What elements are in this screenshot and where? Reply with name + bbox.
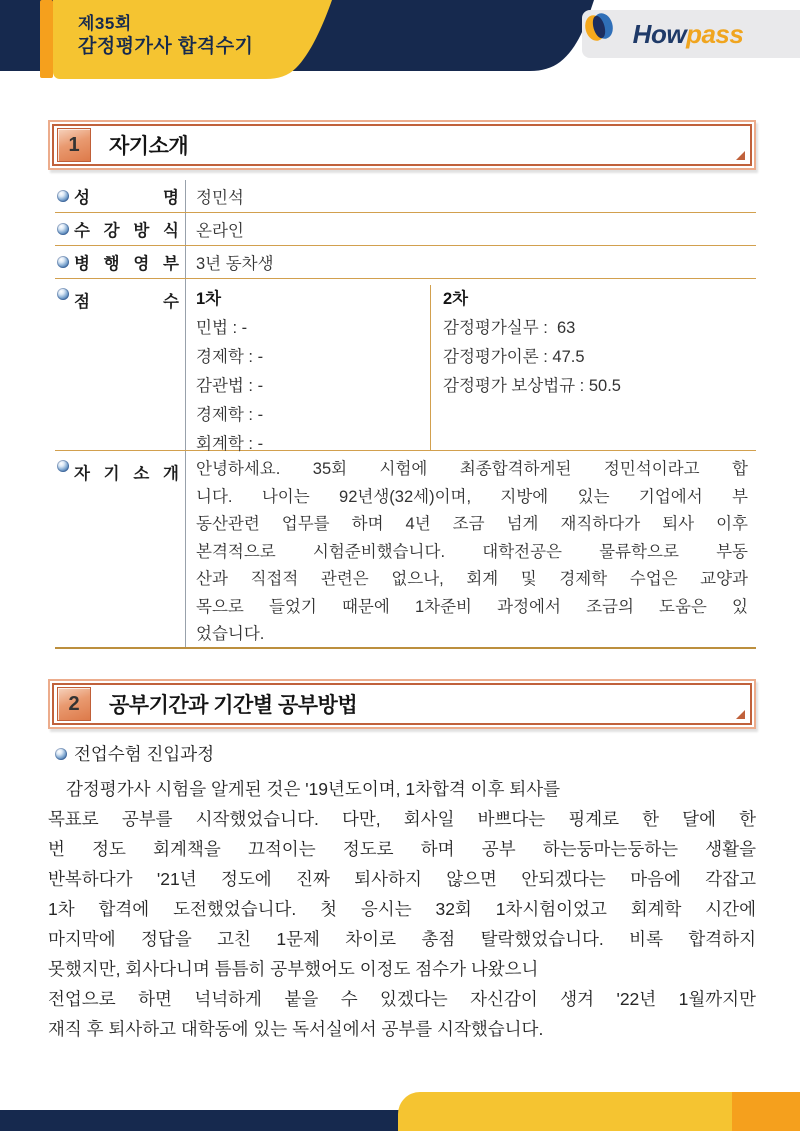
footer-navy-bar — [0, 1110, 410, 1131]
section2-title: 공부기간과 기간별 공부방법 — [109, 694, 358, 717]
score-round1-heading: 1차 — [196, 290, 222, 308]
table-row-method — [55, 213, 756, 246]
score-round1-column — [186, 285, 431, 453]
table-row-status — [55, 246, 756, 279]
section2-header-box — [48, 679, 756, 729]
intro-paragraph — [185, 451, 756, 647]
section1-number-badge: 1 — [57, 128, 91, 162]
howpass-logo-icon — [582, 10, 616, 44]
sphere-bullet-icon — [57, 190, 69, 202]
logo-word-how: How — [632, 18, 687, 49]
intro-paragraph-line: 었습니다. — [196, 625, 265, 643]
score-line: 감관법 : - — [196, 377, 264, 395]
header — [0, 0, 800, 86]
page-title-line2: 감정평가사 합격수기 — [78, 36, 254, 57]
row-label: 자 기 소 개 — [74, 465, 179, 483]
score-line: 경제학 : - — [196, 348, 264, 366]
intro-paragraph-line: 안녕하세요. 35회 시험에 최종합격하게된 정민석이라고 합 — [196, 460, 748, 478]
section2-paragraph-line: 반복하다가 '21년 정도에 진짜 퇴사하지 않으면 안되겠다는 마음에 각잡고 — [48, 869, 756, 889]
sphere-bullet-icon — [57, 223, 69, 235]
row-value: 정민석 — [185, 180, 756, 212]
section2-subheading: 전업수험 진입과정 — [74, 744, 215, 764]
row-label: 점 수 — [74, 293, 179, 311]
section2-number-badge: 2 — [57, 687, 91, 721]
score-columns — [185, 279, 756, 453]
row-label: 수 강 방 식 — [74, 222, 179, 240]
sphere-bullet-icon — [55, 748, 67, 760]
score-round2-column — [431, 285, 756, 450]
score-line: 감정평가실무 : 63 — [443, 319, 576, 337]
section2-paragraph-line: 못했지만, 회사다니며 틈틈히 공부했어도 이정도 점수가 나왔으니 — [48, 959, 539, 979]
sphere-bullet-icon — [57, 288, 69, 300]
row-label-cell — [55, 279, 185, 450]
logo-band — [582, 10, 800, 58]
section1-header-box — [48, 120, 756, 170]
section2-header-inner — [52, 683, 752, 725]
corner-triangle-icon — [736, 710, 745, 719]
header-orange-strip — [40, 0, 53, 78]
section2-paragraph-line: 1차 합격에 도전했었습니다. 첫 응시는 32회 1차시험이었고 회계학 시간에 — [48, 899, 756, 919]
intro-paragraph-line: 산과 직접적 관련은 없으나, 회계 및 경제학 수업은 교양과 — [196, 570, 748, 588]
intro-paragraph-line: 목으로 들었기 때문에 1차준비 과정에서 조금의 도움은 있 — [196, 597, 748, 616]
section2-paragraph-line: 마지막에 정답을 고친 1문제 차이로 총점 탈락했었습니다. 비록 합격하지 — [48, 929, 756, 949]
intro-paragraph-line: 니다. 나이는 92년생(32세)이며, 지방에 있는 기업에서 부 — [196, 487, 748, 506]
score-line: 감정평가이론 : 47.5 — [443, 348, 585, 366]
section2-paragraph-line: 전업으로 하면 넉넉하게 붙을 수 있겠다는 자신감이 생겨 '22년 1월까지만 — [48, 989, 756, 1009]
section2-paragraph-line: 번 정도 회계책을 끄적이는 정도로 하며 공부 하는둥마는둥하는 생활을 — [48, 839, 756, 859]
section2-paragraph-line: 목표로 공부를 시작했었습니다. 다만, 회사일 바쁘다는 핑계로 한 달에 한 — [48, 809, 756, 829]
row-value: 온라인 — [185, 213, 756, 245]
score-line: 민법 : - — [196, 319, 248, 337]
section2-paragraph — [48, 774, 756, 1044]
row-label-cell — [55, 451, 185, 647]
section2-paragraph-line: 감정평가사 시험을 알게된 것은 '19년도이며, 1차합격 이후 퇴사를 — [66, 779, 561, 799]
intro-paragraph-line: 본격적으로 시험준비했습니다. 대학전공은 물류학으로 부동 — [196, 542, 748, 561]
table-row-name — [55, 180, 756, 213]
row-value: 3년 동차생 — [185, 246, 756, 278]
section1-header-inner — [52, 124, 752, 166]
logo-word-pass: pass — [686, 18, 744, 49]
section2-subheading-row — [55, 741, 756, 766]
row-label-cell — [55, 213, 185, 245]
corner-triangle-icon — [736, 151, 745, 160]
section1-title: 자기소개 — [109, 135, 189, 158]
score-line: 감정평가 보상법규 : 50.5 — [443, 377, 621, 395]
page-title — [78, 13, 253, 59]
row-label-cell — [55, 180, 185, 212]
score-round2-heading: 2차 — [443, 290, 469, 308]
footer-yellow-ribbon — [398, 1092, 732, 1131]
sphere-bullet-icon — [57, 460, 69, 472]
table-row-intro — [55, 451, 756, 649]
intro-paragraph-line: 동산관련 업무를 하며 4년 조금 넘게 재직하다가 퇴사 이후 — [196, 515, 748, 533]
footer-orange-block — [732, 1092, 800, 1131]
sphere-bullet-icon — [57, 256, 69, 268]
score-line: 회계학 : - — [196, 435, 264, 453]
row-label-cell — [55, 246, 185, 278]
logo-wordmark — [633, 19, 744, 50]
table-row-score — [55, 279, 756, 451]
profile-table — [55, 180, 756, 649]
page-title-line1: 제35회 — [78, 14, 132, 33]
row-label: 병 행 영 부 — [74, 255, 179, 273]
score-round2-list — [443, 314, 756, 401]
section2-paragraph-line: 재직 후 퇴사하고 대학동에 있는 독서실에서 공부를 시작했습니다. — [48, 1019, 544, 1039]
score-round1-list — [196, 314, 430, 459]
row-label: 성 명 — [74, 189, 179, 207]
score-line: 경제학 : - — [196, 406, 264, 424]
